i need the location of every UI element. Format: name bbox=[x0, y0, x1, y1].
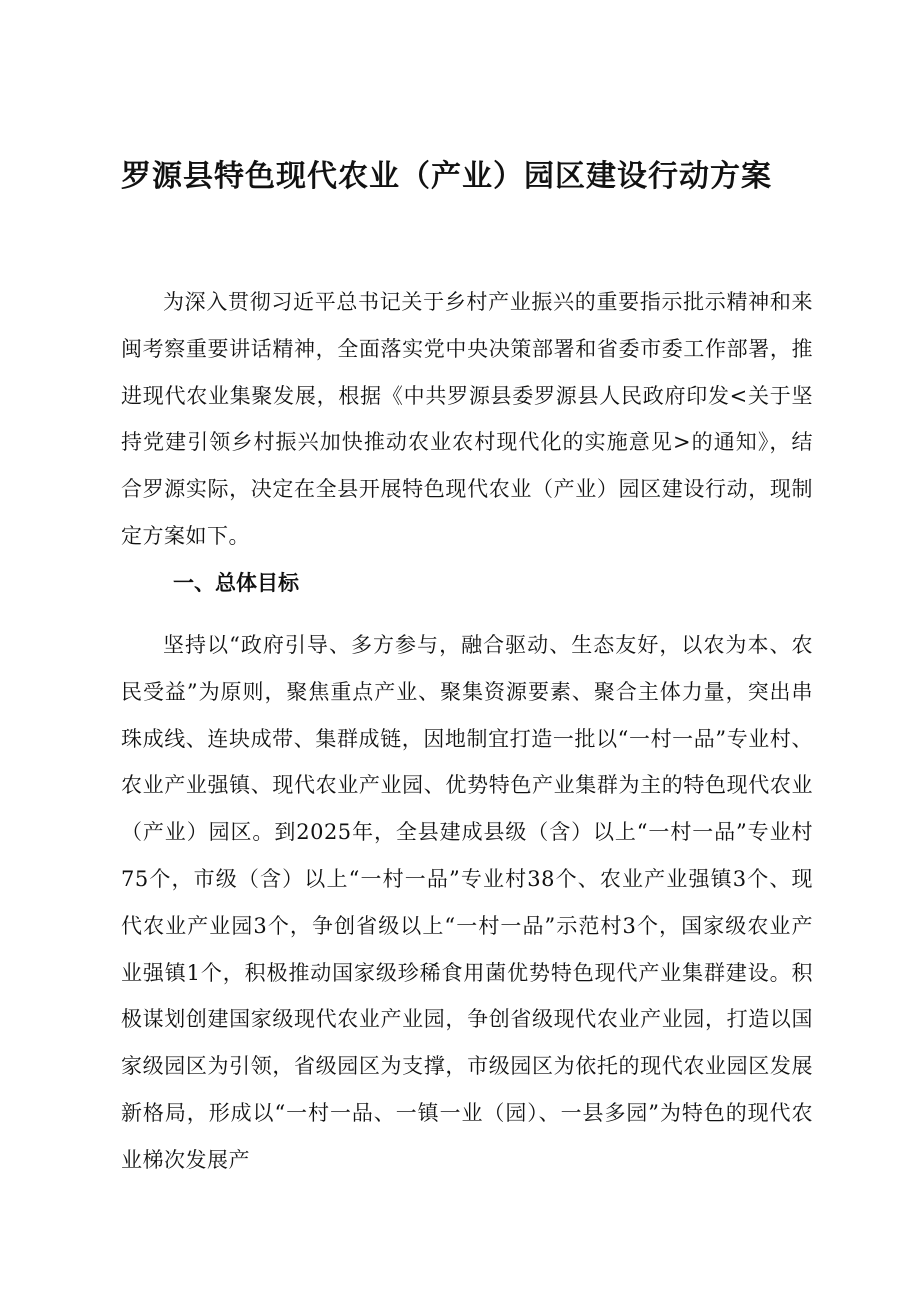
intro-paragraph: 为深入贯彻习近平总书记关于乡村产业振兴的重要指示批示精神和来闽考察重要讲话精神，全面落实党中央决策部署和省委市委工作部署，推进现代农业集聚发展，根据《中共罗源县委罗源县人民政府印发<关于坚持党建引领乡村振兴加快推动农业农村现代化的实施意见>的通知》，结合罗源实际，决定在全县开展特色现代农业（产业）园区建设行动，现制定方案如下。 bbox=[121, 290, 813, 548]
section-paragraph-overall-goals: 坚持以“政府引导、多方参与，融合驱动、生态友好，以农为本、农民受益”为原则，聚焦重点产业、聚集资源要素、聚合主体力量，突出串珠成线、连块成带、集群成链，因地制宜打造一批以“一村一品”专业村、农业产业强镇、现代农业产业园、优势特色产业集群为主的特色现代农业（产业）园区。到2025年，全县建成县级（含）以上“一村一品”专业村75个，市级（含）以上“一村一品”专业村38个、农业产业强镇3个、现代农业产业园3个，争创省级以上“一村一品”示范村3个，国家级农业产业强镇1个，积极推动国家级珍稀食用菌优势特色现代产业集群建设。积极谋划创建国家级现代农业产业园，争创省级现代农业产业园，打造以国家级园区为引领，省级园区为支撑，市级园区为依托的现代农业园区发展新格局，形成以“一村一品、一镇一业（园）、一县多园”为特色的现代农业梯次发展产 bbox=[121, 633, 813, 1172]
section-heading-overall-goals: 一、总体目标 bbox=[173, 571, 299, 595]
intro-block bbox=[121, 279, 813, 560]
document-title: 罗源县特色现代农业（产业）园区建设行动方案 bbox=[121, 159, 772, 194]
section-body-block bbox=[121, 622, 813, 1184]
